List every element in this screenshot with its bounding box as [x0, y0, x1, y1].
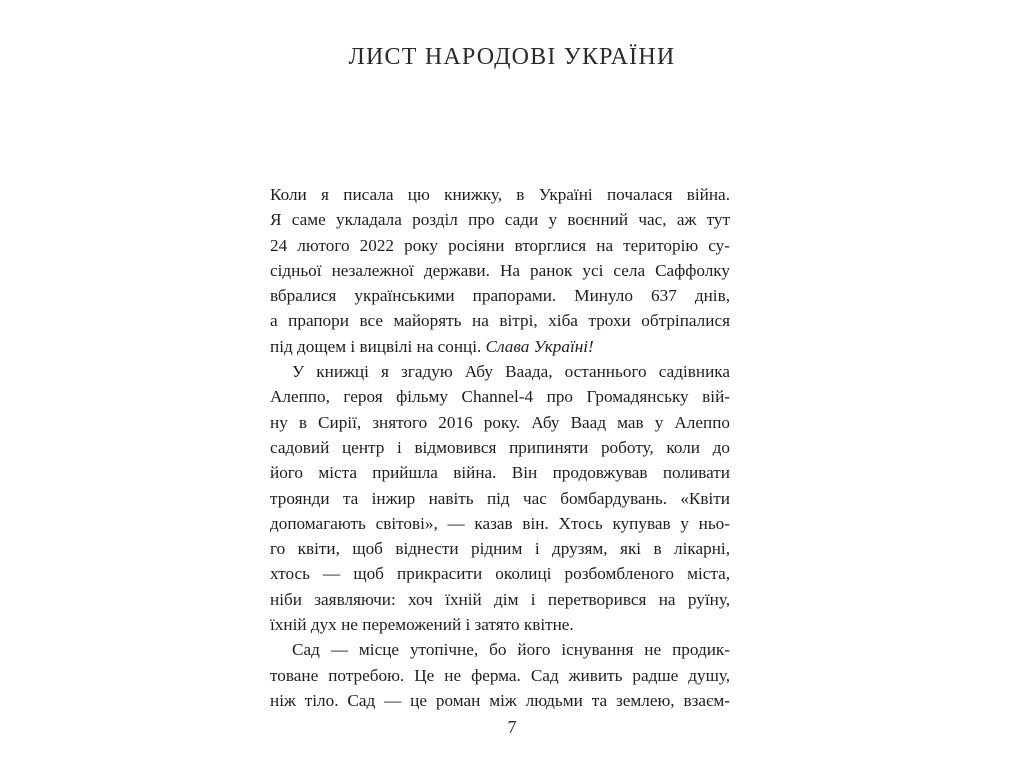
text-fragment: під дощем і вицвілі на сонці.	[270, 336, 482, 356]
text-line: товане потребою. Це не ферма. Сад живить радше душу,	[270, 665, 730, 685]
text-line: вбралися українськими прапорами. Минуло 637 днів,	[270, 286, 730, 306]
text-line: а прапори все майорять на вітрі, хіба трохи обтріпалися	[270, 311, 730, 331]
text-line: садовий центр і відмовився припиняти роботу, коли до	[270, 437, 730, 457]
text-line	[270, 334, 730, 359]
text-line: У книжці я згадую Абу Ваада, останнього садівника	[292, 362, 730, 382]
text-line: ніби заявляючи: хоч їхній дім і перетворився на руїну,	[270, 589, 730, 609]
text-line: 24 лютого 2022 року росіяни вторглися на територію су-	[270, 235, 730, 255]
text-line: Алеппо, героя фільму Channel-4 про Громадянську вій-	[270, 387, 730, 407]
text-line: допомагають світові», — казав він. Хтось купував у ньо-	[270, 513, 730, 533]
text-line: Сад — місце утопічне, бо його існування не продик-	[292, 640, 730, 660]
text-line: Я саме укладала розділ про сади у воєнний час, аж тут	[270, 210, 730, 230]
text-line: сідньої незалежної держави. На ранок усі села Саффолку	[270, 260, 730, 280]
text-line: ніж тіло. Сад — це роман між людьми та землею, взаєм-	[270, 690, 730, 710]
text-line: ну в Сирії, знятого 2016 року. Абу Ваад мав у Алеппо	[270, 412, 730, 432]
italic-exclamation: Слава Україні!	[485, 336, 594, 356]
text-line: їхній дух не переможений і затято квітне.	[270, 615, 574, 635]
page-number: 7	[507, 717, 517, 737]
body-text	[270, 182, 730, 713]
text-line: хтось — щоб прикрасити околиці розбомбленого міста,	[270, 564, 730, 584]
text-line: го квіти, щоб віднести рідним і друзям, які в лікарні,	[270, 539, 730, 559]
text-line: його міста прийшла війна. Він продовжував поливати	[270, 463, 730, 483]
text-line: троянди та інжир навіть під час бомбардувань. «Квіти	[270, 488, 730, 508]
text-line: Коли я писала цю книжку, в Україні почалася війна.	[270, 185, 730, 204]
running-title: ЛИСТ НАРОДОВІ УКРАЇНИ	[348, 44, 676, 70]
